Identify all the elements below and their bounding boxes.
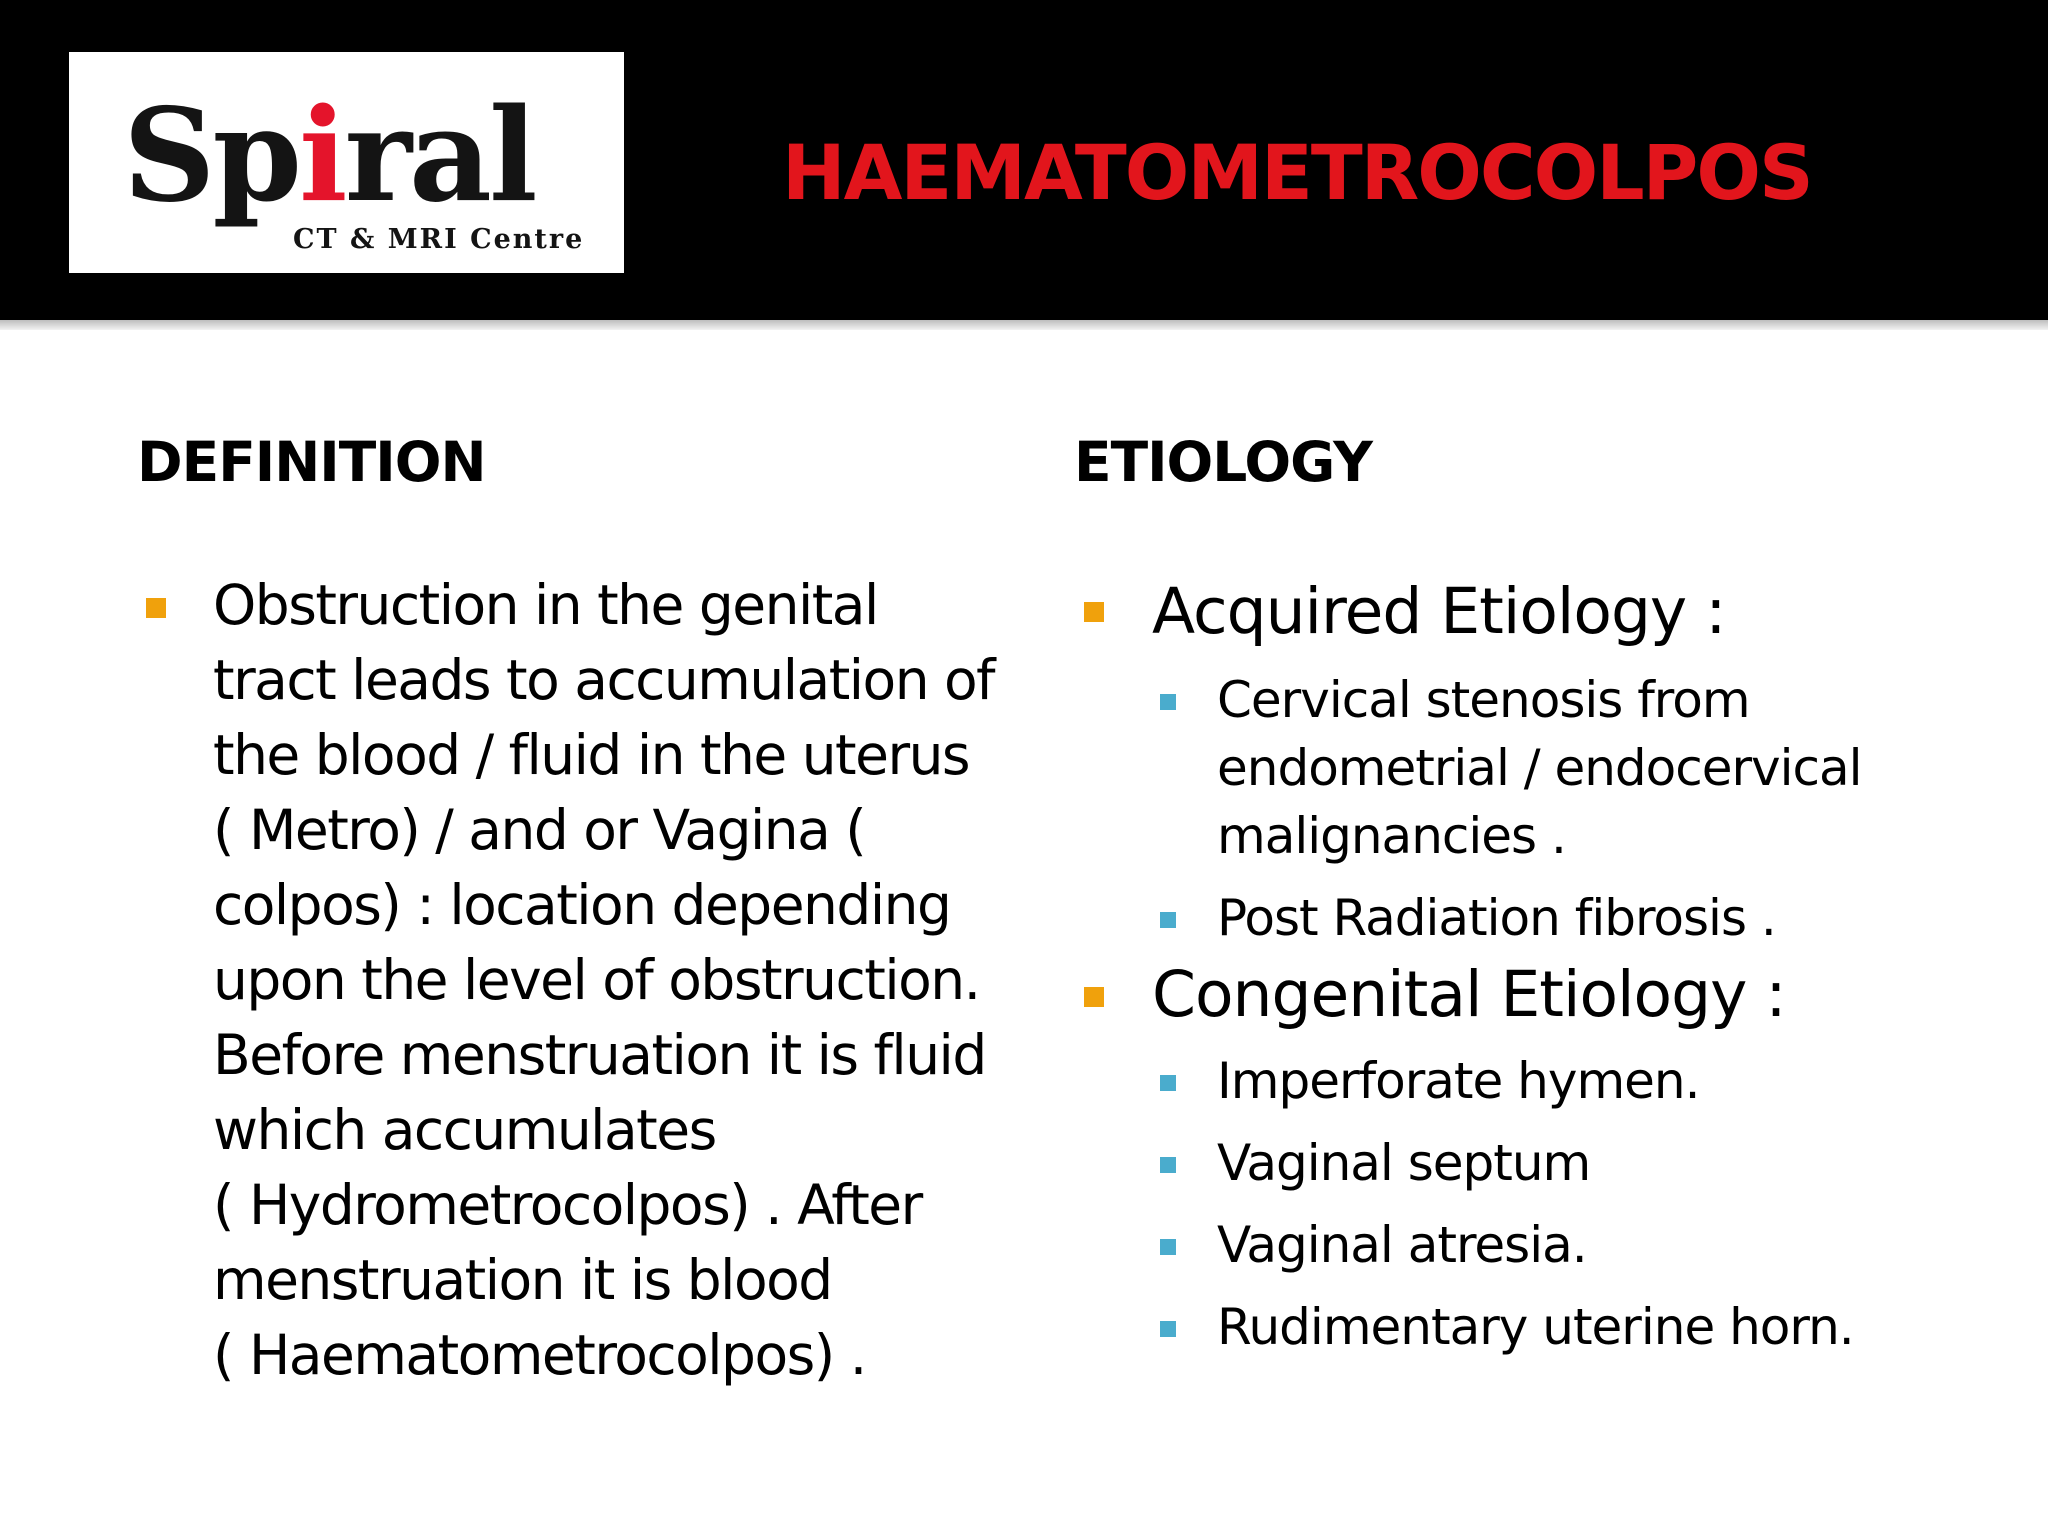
definition-line: ( Hydrometrocolpos) . After: [213, 1173, 922, 1237]
definition-line: tract leads to accumulation of: [213, 648, 995, 712]
congenital-item: Imperforate hymen.: [1217, 1052, 1700, 1110]
square-bullet-icon: [1160, 1075, 1176, 1091]
acquired-item: Post Radiation fibrosis .: [1217, 889, 1776, 947]
square-bullet-icon: [1084, 602, 1104, 622]
header-divider: [0, 320, 2048, 330]
logo-wordmark: Spiral: [123, 81, 535, 231]
square-bullet-icon: [1160, 1239, 1176, 1255]
square-bullet-icon: [1084, 987, 1104, 1007]
square-bullet-icon: [1160, 1157, 1176, 1173]
definition-line: the blood / fluid in the uterus: [213, 723, 970, 787]
definition-heading: DEFINITION: [137, 430, 486, 494]
square-bullet-icon: [1160, 912, 1176, 928]
congenital-etiology-label: Congenital Etiology :: [1152, 958, 1786, 1031]
acquired-etiology-label: Acquired Etiology :: [1152, 575, 1726, 648]
definition-line: menstruation it is blood: [213, 1248, 832, 1312]
square-bullet-icon: [1160, 694, 1176, 710]
congenital-item: Rudimentary uterine horn.: [1217, 1298, 1854, 1356]
definition-line: colpos) : location depending: [213, 873, 951, 937]
etiology-heading: ETIOLOGY: [1074, 430, 1372, 494]
definition-line: ( Metro) / and or Vagina (: [213, 798, 866, 862]
acquired-item: Cervical stenosis from endometrial / endocervical malignancies .: [1217, 671, 1862, 865]
header-bar: [0, 0, 2048, 320]
spiral-logo: [69, 52, 624, 273]
square-bullet-icon: [1160, 1321, 1176, 1337]
square-bullet-icon: [146, 598, 166, 618]
congenital-item: Vaginal atresia.: [1217, 1216, 1587, 1274]
definition-line: upon the level of obstruction.: [213, 948, 980, 1012]
definition-line: Obstruction in the genital: [213, 573, 878, 637]
definition-text: [213, 568, 1013, 1393]
slide-title: HAEMATOMETROCOLPOS: [782, 128, 1812, 217]
logo-subtitle: CT & MRI Centre: [293, 224, 585, 255]
definition-line: Before menstruation it is fluid: [213, 1023, 986, 1087]
congenital-item: Vaginal septum: [1217, 1134, 1591, 1192]
definition-line: ( Haematometrocolpos) .: [213, 1323, 866, 1387]
definition-line: which accumulates: [213, 1098, 716, 1162]
